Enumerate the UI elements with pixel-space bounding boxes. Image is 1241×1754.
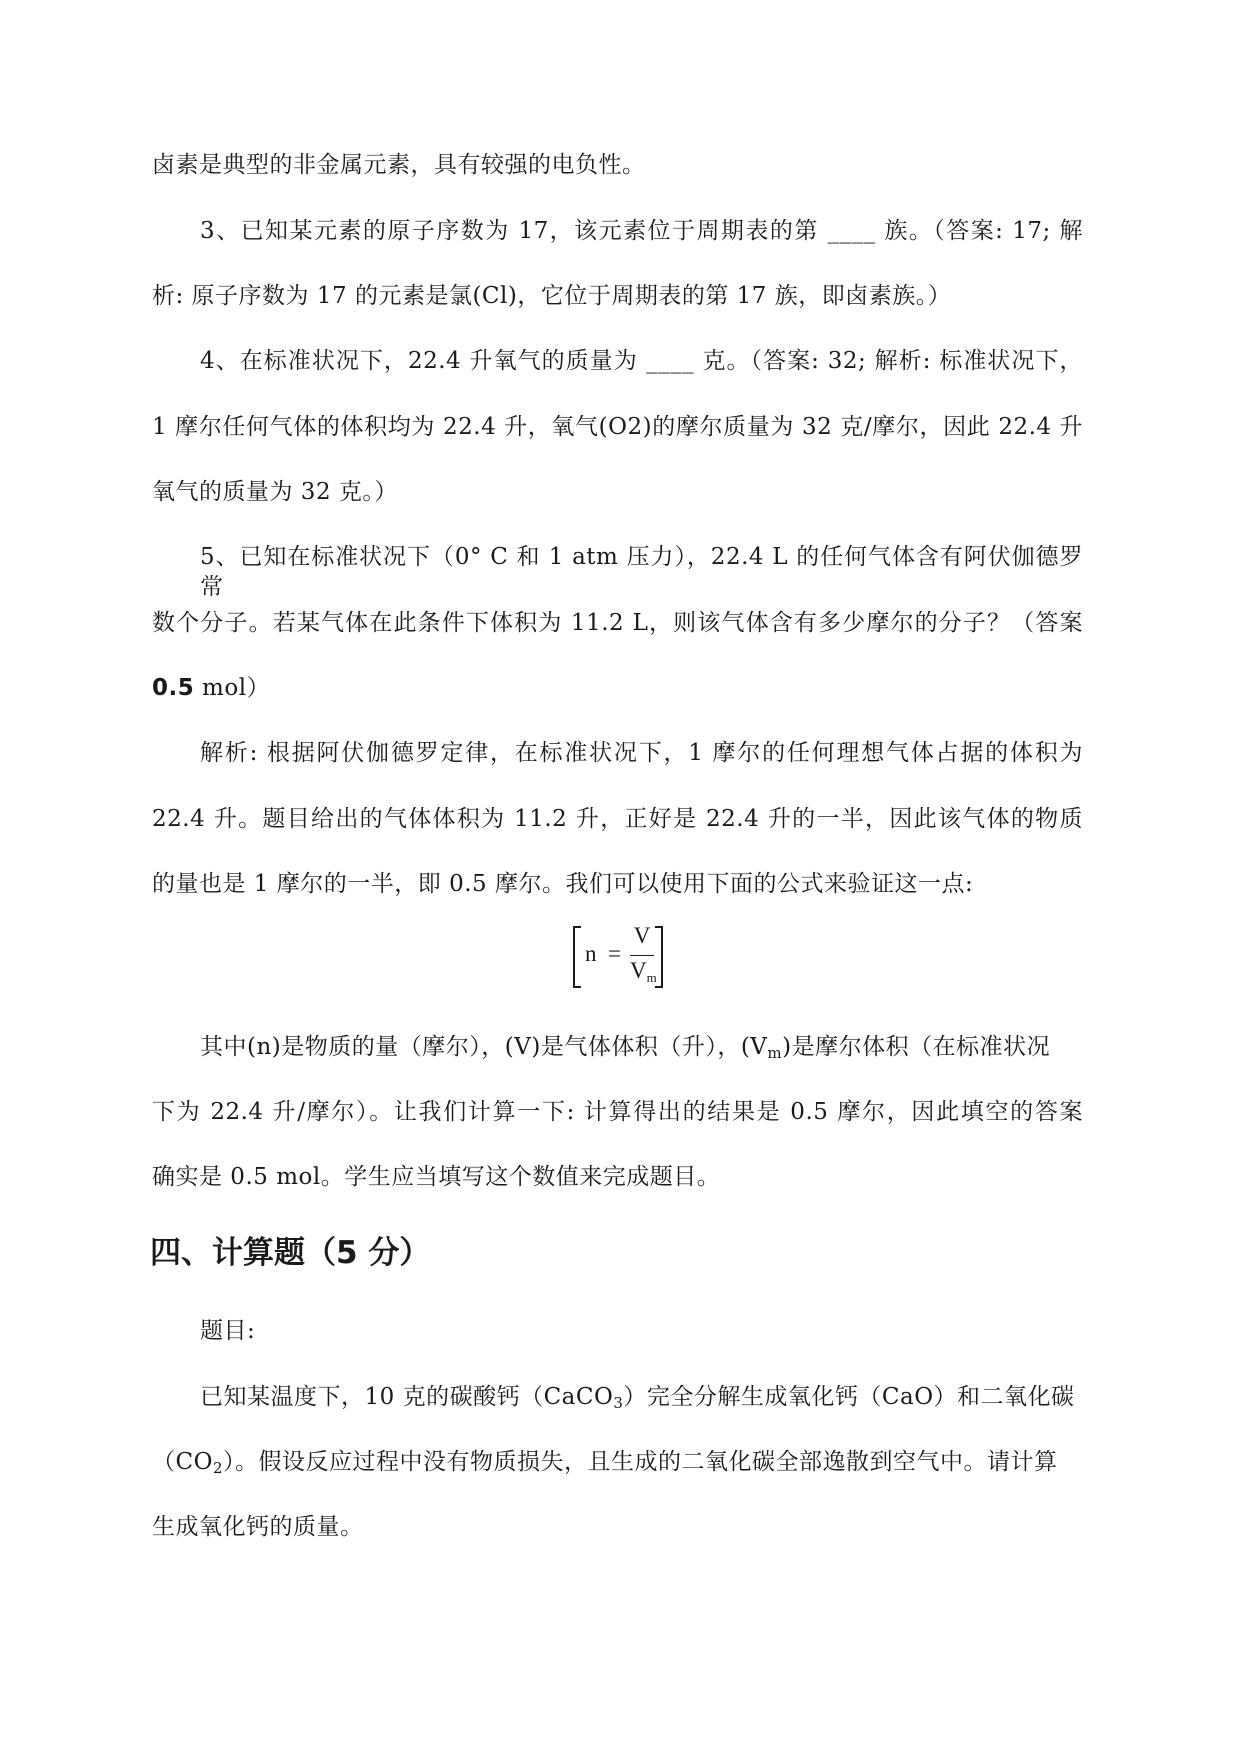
where-line-2: 下为 22.4 升/摩尔）。让我们计算一下: 计算得出的结果是 0.5 摩尔，因此填空的答案 [152,1099,1083,1125]
formula-fraction-bar [630,955,654,956]
problem-line-2: $(CO_2)$。假设反应过程中没有物质损失，且生成的二氧化碳全部逸散到空气中。请计算 [152,1449,1058,1477]
formula-denominator: $V_m$ [630,958,657,985]
where-line-1: 其中(n)是物质的量（摩尔），(V)是气体体积（升），$(V_m)$是摩尔体积（在标准状况 [200,1034,1051,1062]
answer-value: 0.5 [152,675,195,701]
paragraph-halogen: 卤素是典型的非金属元素，具有较强的电负性。 [152,152,646,178]
question-3-line-1: 3、已知某元素的原子序数为 17，该元素位于周期表的第 ____ 族。（答案: 17; 解 [200,218,1083,244]
formula-right-bracket [655,926,663,988]
question-5-line-2: 数个分子。若某气体在此条件下体积为 11.2 L，则该气体含有多少摩尔的分子？（答案 [152,610,1083,636]
analysis-line-2: 22.4 升。题目给出的气体体积为 11.2 升，正好是 22.4 升的一半，因此该气体的物质 [152,806,1083,832]
formula-lhs: n [585,941,597,966]
problem-line-3: 生成氧化钙的质量。 [152,1514,364,1540]
answer-unit: mol） [194,675,271,701]
problem-line-1: 已知某温度下，10 克的碳酸钙（CaCO$_3$）完全分解生成氧化钙（CaO）和二氧化碳 [200,1384,1075,1412]
problem-label: 题目: [200,1318,256,1344]
formula-left-bracket [573,926,581,988]
question-5-line-1: 5、已知在标准状况下（0° C 和 1 atm 压力），22.4 L 的任何气体含有阿伏伽德罗常 [200,544,1083,600]
where-line-3: 确实是 0.5 mol。学生应当填写这个数值来完成题目。 [152,1164,721,1190]
analysis-line-1: 解析: 根据阿伏伽德罗定律，在标准状况下，1 摩尔的任何理想气体占据的体积为 [200,740,1083,766]
analysis-line-3: 的量也是 1 摩尔的一半，即 0.5 摩尔。我们可以使用下面的公式来验证这一点: [152,871,974,897]
question-4-line-3: 氧气的质量为 32 克。） [152,479,398,505]
question-4-line-2: 1 摩尔任何气体的体积均为 22.4 升，氧气(O2)的摩尔质量为 32 克/摩尔，因此 22.4 升 [152,414,1083,440]
question-4-line-1: 4、在标准状况下，22.4 升氧气的质量为 ____ 克。（答案: 32; 解析: 标准状况下， [200,348,1083,374]
question-5-answer-line [152,673,270,703]
molar-volume-formula [573,920,673,992]
formula-numerator: V [633,923,651,948]
formula-equals: = [608,941,621,966]
section-heading: 四、计算题（5 分） [150,1235,431,1271]
question-3-line-2: 析: 原子序数为 17 的元素是氯(Cl)，它位于周期表的第 17 族，即卤素族。） [152,283,952,309]
